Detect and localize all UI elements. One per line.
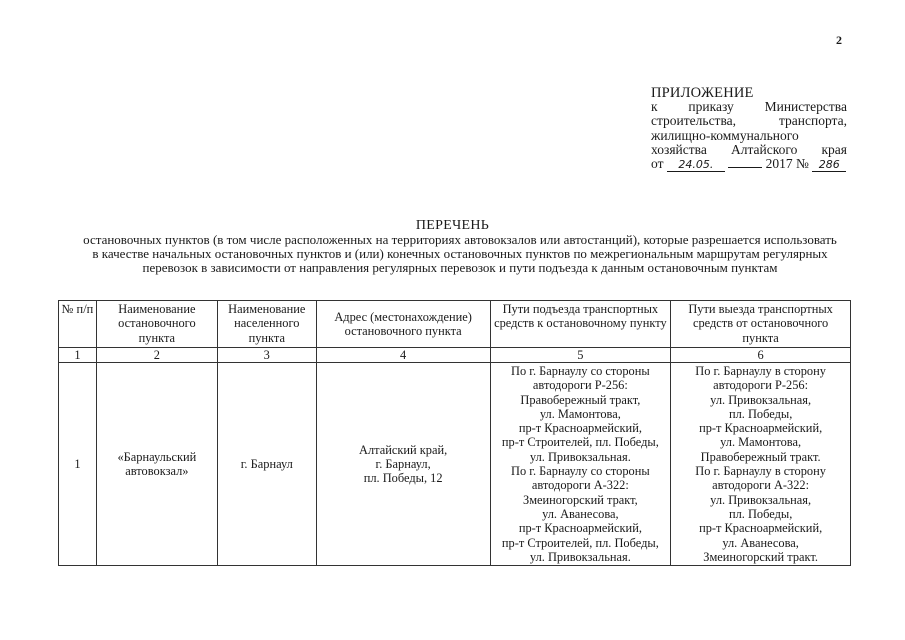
header-cell: Пути выезда транспортных средств от остановочного пункта: [671, 301, 851, 348]
table-header-row: [59, 301, 851, 348]
entry-line: Правобережный тракт,: [520, 392, 641, 407]
entry-line: автодороги А-322:: [531, 478, 629, 493]
date-underline: [728, 167, 762, 168]
exit-line: автодороги А-322:: [712, 478, 810, 493]
column-number-row: [59, 348, 851, 363]
exit-line: пл. Победы,: [728, 406, 793, 421]
stop-name: «Барнаульский автовокзал»: [96, 363, 217, 566]
header-cell: Наименование населенного пункта: [217, 301, 316, 348]
locality: г. Барнаул: [217, 363, 316, 566]
address-line: пл. Победы, 12: [363, 471, 443, 486]
stops-table: [58, 300, 851, 566]
entry-line: ул. Привокзальная.: [529, 449, 631, 464]
appendix-line: жилищно-коммунального: [651, 127, 799, 143]
appendix-block: [651, 86, 847, 172]
exit-line: По г. Барнаулу в сторону: [695, 464, 826, 479]
exit-line: ул. Мамонтова,: [720, 435, 802, 450]
document-subtitle: остановочных пунктов (в том числе расположенных на территориях автовокзалов или автостанций), которые разрешается использовать в качестве начальных остановочных пунктов и (или) конечных остановочных пунктов по межрегиональным маршрутам регулярных перевозок в зависимости от направления регулярных перевозок и пути подъезда к данным остановочным пунктам: [83, 232, 837, 275]
header-cell: Адрес (местонахождение) остановочного пункта: [316, 301, 490, 348]
exit-line: пр-т Красноармейский,: [699, 421, 823, 436]
column-number: 1: [59, 348, 97, 363]
exit-line: автодороги Р-256:: [713, 378, 809, 393]
exit-line: Змеиногорский тракт.: [703, 549, 818, 564]
row-number: 1: [59, 363, 97, 566]
header-cell: № п/п: [59, 301, 97, 348]
page-number: 2: [836, 33, 842, 47]
table-row: [59, 363, 851, 566]
exit-line: пр-т Красноармейский,: [699, 521, 823, 536]
handwritten-number: 286: [812, 159, 846, 172]
appendix-line: строительства, транспорта,: [651, 113, 847, 129]
header-cell: Наименование остановочного пункта: [96, 301, 217, 348]
handwritten-date: 24.05.: [667, 159, 725, 172]
entry-line: пр-т Красноармейский,: [518, 421, 642, 436]
document-title: ПЕРЕЧЕНЬ: [415, 218, 490, 233]
entry-line: автодороги Р-256:: [532, 378, 628, 393]
entry-line: По г. Барнаулу со стороны: [511, 364, 650, 378]
column-number: 4: [316, 348, 490, 363]
column-number: 2: [96, 348, 217, 363]
date-prefix: от: [651, 156, 664, 172]
entry-line: пр-т Красноармейский,: [518, 521, 642, 536]
entry-line: ул. Привокзальная.: [529, 549, 631, 564]
appendix-line: к приказу Министерства: [651, 99, 847, 115]
exit-line: ул. Привокзальная,: [710, 392, 812, 407]
entry-line: ул. Мамонтова,: [539, 406, 621, 421]
column-number: 5: [490, 348, 671, 363]
appendix-line: хозяйства Алтайского края: [651, 141, 847, 157]
exit-line: ул. Привокзальная,: [710, 492, 812, 507]
entry-line: ул. Аванесова,: [542, 506, 619, 521]
entry-line: пр-т Строителей, пл. Победы,: [501, 435, 659, 450]
column-number: 6: [671, 348, 851, 363]
address-line: г. Барнаул,: [375, 456, 431, 471]
column-number: 3: [217, 348, 316, 363]
address-cell: [316, 363, 490, 566]
entry-routes-cell: [490, 363, 671, 566]
entry-line: По г. Барнаулу со стороны: [511, 464, 650, 479]
order-date-line: [651, 157, 847, 172]
exit-line: ул. Аванесова,: [722, 535, 799, 550]
address-line: Алтайский край,: [359, 442, 448, 457]
entry-line: Змеиногорский тракт,: [522, 492, 638, 507]
appendix-heading: ПРИЛОЖЕНИЕ: [651, 85, 754, 101]
exit-line: пл. Победы,: [728, 506, 793, 521]
exit-routes-cell: [671, 363, 851, 566]
entry-line: пр-т Строителей, пл. Победы,: [501, 535, 659, 550]
exit-line: По г. Барнаулу в сторону: [695, 364, 826, 378]
exit-line: Правобережный тракт.: [700, 449, 821, 464]
header-cell: Пути подъезда транспортных средств к остановочному пункту: [490, 301, 671, 348]
order-year: 2017 №: [765, 156, 809, 172]
